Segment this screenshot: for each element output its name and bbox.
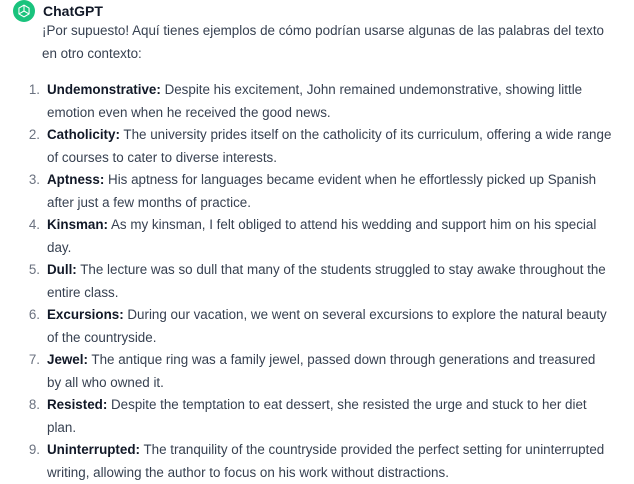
list-item — [28, 79, 612, 124]
message-body — [28, 20, 612, 484]
sender-name: ChatGPT — [43, 3, 103, 19]
list-item — [28, 214, 612, 259]
item-term: Aptness: — [47, 172, 105, 187]
item-number: 6. — [28, 307, 40, 322]
item-text: The lecture was so dull that many of the students struggled to stay awake throughout the entire class. — [47, 262, 606, 300]
item-text: Despite his excitement, John remained undemonstrative, showing little emotion even when he received the good news. — [47, 82, 583, 120]
item-number: 7. — [28, 352, 40, 367]
item-number: 5. — [28, 262, 40, 277]
list-item — [28, 394, 612, 439]
item-number: 9. — [28, 442, 40, 457]
list-item — [28, 259, 612, 304]
intro-text: ¡Por supuesto! Aquí tienes ejemplos de cómo podrían usarse algunas de las palabras del texto en otro contexto: — [42, 23, 605, 61]
message-header — [13, 0, 103, 22]
item-number: 3. — [28, 172, 40, 187]
openai-logo-icon — [16, 3, 32, 19]
item-number: 1. — [28, 82, 40, 97]
item-term: Jewel: — [47, 352, 88, 367]
item-term: Resisted: — [47, 397, 108, 412]
item-number: 4. — [28, 217, 40, 232]
item-text: As my kinsman, I felt obliged to attend his wedding and support him on his special day. — [47, 217, 597, 255]
item-term: Uninterrupted: — [47, 442, 140, 457]
item-term: Excursions: — [47, 307, 124, 322]
list-item — [28, 349, 612, 394]
chatgpt-avatar — [13, 0, 35, 22]
item-term: Catholicity: — [47, 127, 120, 142]
list-item — [28, 304, 612, 349]
item-text: His aptness for languages became evident when he effortlessly picked up Spanish after just a few months of practice. — [47, 172, 597, 210]
list-item — [28, 169, 612, 214]
item-text: Despite the temptation to eat dessert, she resisted the urge and stuck to her diet plan. — [47, 397, 587, 435]
list-item — [28, 439, 612, 484]
item-text: During our vacation, we went on several excursions to explore the natural beauty of the countryside. — [47, 307, 607, 345]
item-text: The university prides itself on the catholicity of its curriculum, offering a wide range of courses to cater to diverse interests. — [47, 127, 612, 165]
examples-list — [28, 79, 612, 484]
item-number: 8. — [28, 397, 40, 412]
list-item — [28, 124, 612, 169]
item-text: The antique ring was a family jewel, passed down through generations and treasured by all who owned it. — [47, 352, 596, 390]
item-term: Undemonstrative: — [47, 82, 161, 97]
item-term: Dull: — [47, 262, 77, 277]
item-term: Kinsman: — [47, 217, 109, 232]
item-text: The tranquility of the countryside provided the perfect setting for uninterrupted writing, allowing the author to focus on his work without distractions. — [47, 442, 605, 480]
item-number: 2. — [28, 127, 40, 142]
